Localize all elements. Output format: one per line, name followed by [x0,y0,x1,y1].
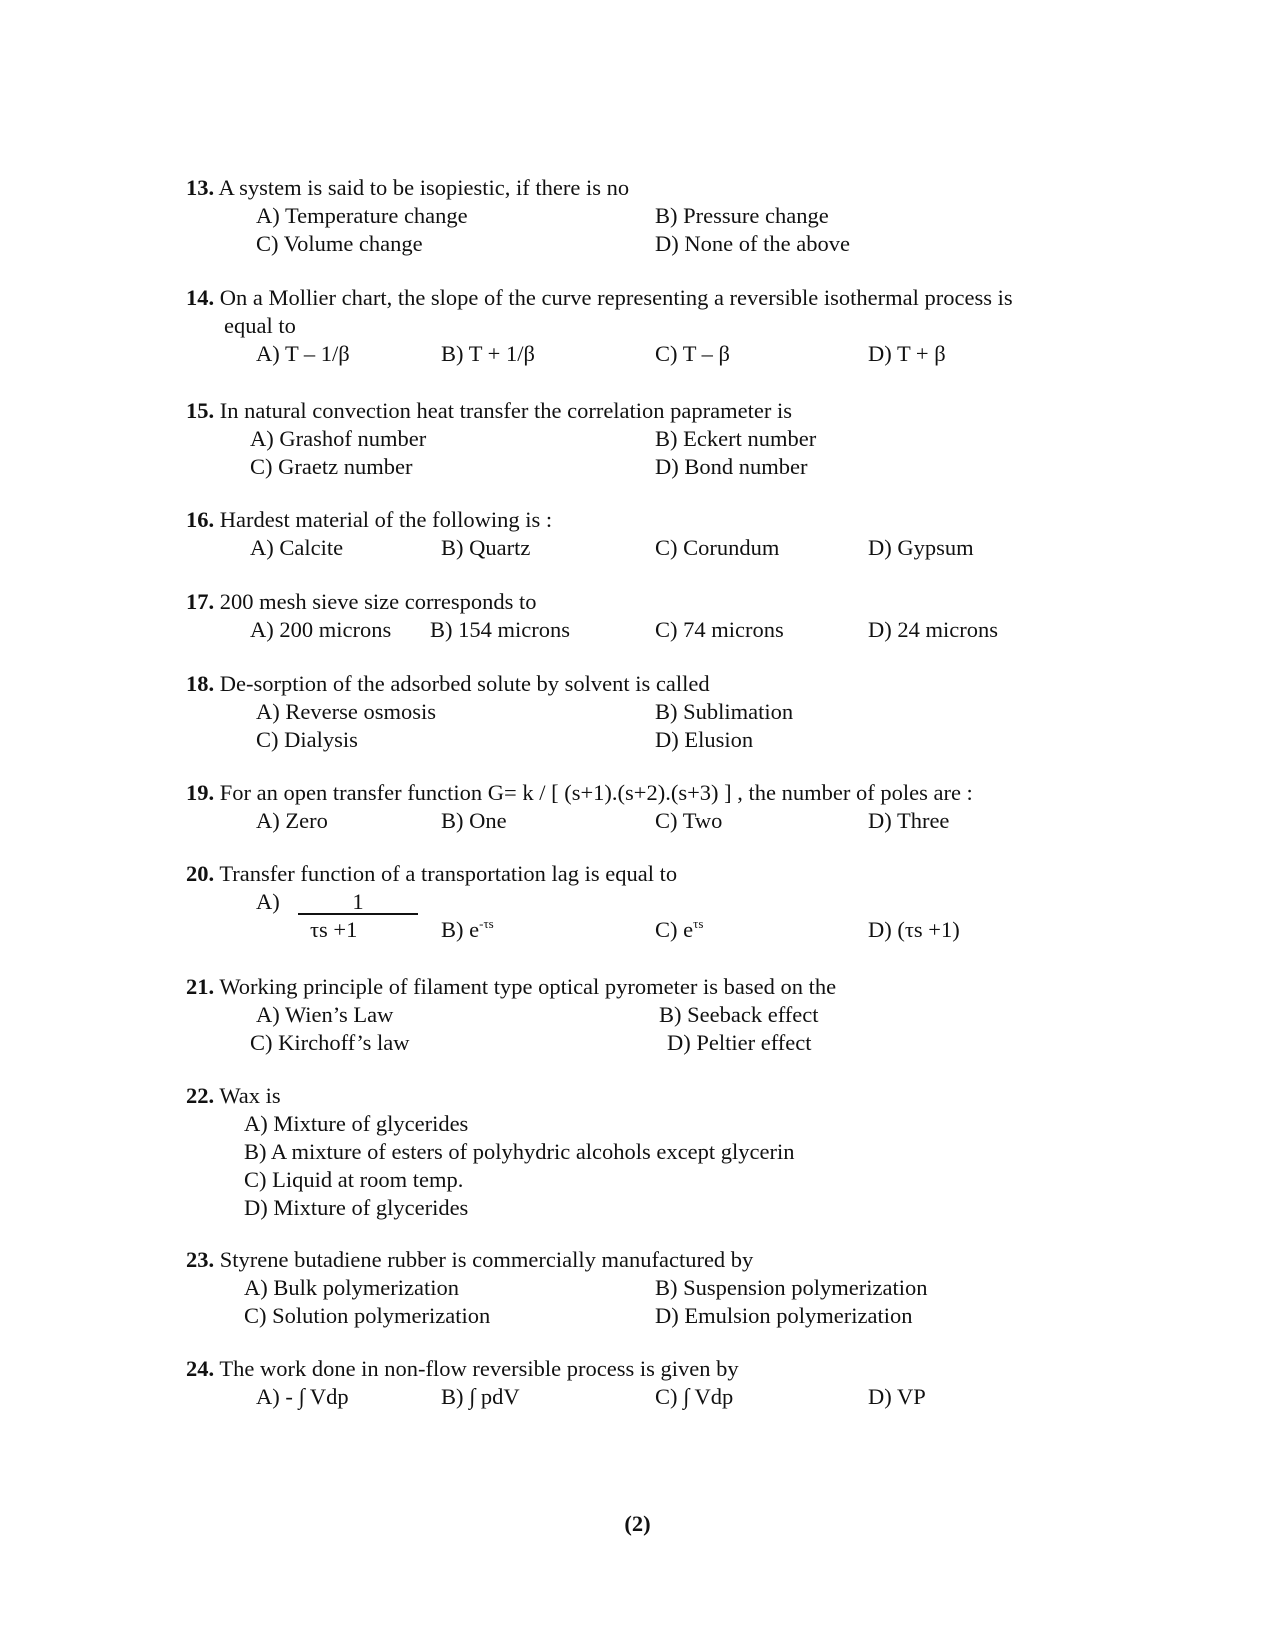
option-a-numerator [298,888,418,916]
question-text: For an open transfer function G= k / [ (s+1).(s+2).(s+3) ] , the number of poles are : [219,780,973,805]
option-b: B) Pressure change [655,203,829,228]
option-d: D) Emulsion polymerization [655,1303,913,1328]
question-text: Working principle of filament type optical pyrometer is based on the [219,974,837,999]
question-19 [186,779,1146,835]
question-15 [186,397,1146,481]
option-a: A) Calcite [250,535,344,560]
question-17 [186,588,1146,644]
option-c: C) Liquid at room temp. [244,1167,464,1192]
question-21 [186,973,1146,1057]
option-d: D) Three [868,808,950,833]
fraction-numerator: 1 [298,891,418,915]
option-b: B) A mixture of esters of polyhydric alcohols except glycerin [244,1139,795,1164]
question-22 [186,1082,1146,1222]
question-number: 17. [186,589,215,614]
option-b: B) $e^{-\tau s}$ [441,916,494,942]
option-a-label: A) [256,889,280,914]
option-d: D) (τs +1) [868,917,960,942]
question-14 [186,284,1146,368]
question-number: 20. [186,861,215,886]
exponent: -τs [479,916,494,931]
question-text: On a Mollier chart, the slope of the curve representing a reversible isothermal process is [219,285,1013,310]
option-b: B) ∫ pdV [441,1384,520,1409]
question-23 [186,1246,1146,1330]
option-c: C) Solution polymerization [244,1303,491,1328]
option-a: A) Zero [256,808,328,833]
option-a: A) Mixture of glycerides [244,1111,469,1136]
question-number: 21. [186,974,215,999]
option-c: C) T – β [655,341,731,366]
option-a-denominator: τs +1 [310,917,358,942]
question-number: 14. [186,285,215,310]
option-d: D) Mixture of glycerides [244,1195,469,1220]
option-d: D) Bond number [655,454,808,479]
question-number: 19. [186,780,215,805]
question-text: Wax is [219,1083,281,1108]
question-number: 18. [186,671,215,696]
question-text: The work done in non-flow reversible process is given by [219,1356,739,1381]
option-b: B) Seeback effect [659,1002,819,1027]
option-c: C) Graetz number [250,454,413,479]
option-b: B) One [441,808,507,833]
question-number: 22. [186,1083,215,1108]
question-number: 13. [186,175,215,200]
option-b: B) T + 1/β [441,341,535,366]
question-number: 15. [186,398,215,423]
option-c: C) Two [655,808,723,833]
question-text: A system is said to be isopiestic, if there is no [218,175,630,200]
question-16 [186,506,1146,562]
option-d: D) T + β [868,341,946,366]
option-a: A) Grashof number [250,426,427,451]
option-d: D) None of the above [655,231,850,256]
option-a: A) T – 1/β [256,341,350,366]
question-text: Transfer function of a transportation lag is equal to [219,861,678,886]
question-text: Hardest material of the following is : [219,507,553,532]
exponent: τs [693,916,704,931]
option-b: B) Sublimation [655,699,794,724]
question-text: 200 mesh sieve size corresponds to [219,589,537,614]
page-number: (2) [624,1511,651,1536]
question-24 [186,1355,1146,1411]
question-number: 23. [186,1247,215,1272]
option-d: D) 24 microns [868,617,998,642]
option-d: D) Peltier effect [667,1030,812,1055]
option-d: D) Elusion [655,727,754,752]
option-b: B) Eckert number [655,426,817,451]
option-d: D) Gypsum [868,535,974,560]
question-13 [186,174,1146,258]
option-a: A) Temperature change [256,203,468,228]
option-c: C) Dialysis [256,727,358,752]
option-a: A) Reverse osmosis [256,699,436,724]
option-d: D) VP [868,1384,926,1409]
option-c: C) Kirchoff’s law [250,1030,410,1055]
question-text-continued: equal to [224,313,296,338]
option-a: A) Wien’s Law [256,1002,394,1027]
option-c: C) $e^{\tau s}$ [655,916,704,942]
option-c: C) ∫ Vdp [655,1384,734,1409]
option-b: B) Suspension polymerization [655,1275,928,1300]
option-a: A) - ∫ Vdp [256,1384,349,1409]
question-text: In natural convection heat transfer the correlation paprameter is [219,398,792,423]
option-c: C) Volume change [256,231,423,256]
option-b: B) 154 microns [430,617,570,642]
option-a: A) Bulk polymerization [244,1275,459,1300]
question-text: De-sorption of the adsorbed solute by solvent is called [219,671,710,696]
option-a: A) 200 microns [250,617,392,642]
question-number: 16. [186,507,215,532]
question-20 [186,860,1146,944]
option-b: B) Quartz [441,535,531,560]
question-number: 24. [186,1356,215,1381]
option-c: C) Corundum [655,535,780,560]
question-text: Styrene butadiene rubber is commercially manufactured by [219,1247,754,1272]
option-c: C) 74 microns [655,617,784,642]
question-18 [186,670,1146,754]
